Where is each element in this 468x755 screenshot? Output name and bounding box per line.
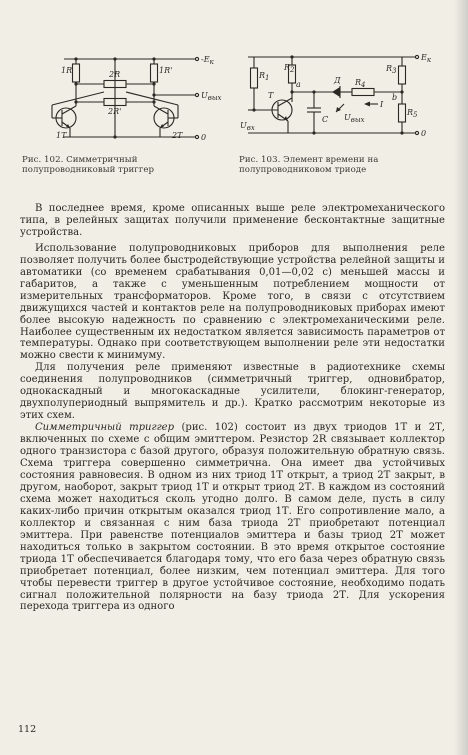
paragraph-4: [20, 422, 445, 613]
label-i: I: [380, 100, 384, 109]
label-2t: 2T: [172, 131, 183, 140]
trigger-circuit-diagram: [26, 40, 226, 148]
label-r1: R1: [259, 71, 270, 82]
label-t: T: [268, 91, 274, 100]
label-ek-103: Eк: [421, 53, 432, 64]
body-text: [20, 203, 445, 613]
label-zero: 0: [201, 133, 207, 142]
label-2r: 2R: [109, 70, 121, 79]
label-b: b: [392, 93, 398, 102]
figure-102: [26, 40, 226, 148]
caption-fig-102: Рис. 102. Симметричный полупроводниковый триггер: [22, 155, 155, 176]
label-2r-prime: 2R': [108, 107, 122, 116]
label-1r-prime: 1R': [159, 66, 173, 75]
label-u-out-103: Uвых: [344, 113, 365, 124]
label-ek: -Eк: [201, 55, 214, 66]
label-a: a: [296, 80, 301, 89]
caption-fig-103: Рис. 103. Элемент времени на полупроводниковом триоде: [239, 155, 379, 176]
term-symmetric-trigger: Симметричный триггер: [35, 422, 175, 434]
label-r3: R3: [386, 64, 397, 75]
label-c: C: [322, 115, 329, 124]
label-r4: R4: [355, 78, 366, 89]
label-d: Д: [334, 76, 341, 85]
label-zero-103: 0: [421, 129, 427, 138]
timer-element-diagram: [238, 40, 448, 148]
page-number: 112: [18, 724, 37, 735]
figure-103: [238, 40, 448, 148]
label-1r: 1R: [61, 66, 73, 75]
label-1t: 1T: [56, 131, 67, 140]
paragraph-3: Для получения реле применяют известные в радиотехнике схемы соединения полупроводников (симметричный триггер, одновибратор, однокаскадный и многокаскадные усилители, блокинг-генератор, двухполупериодный выпрямитель и др.). Кратко рассмотрим некоторые из этих схем.: [20, 362, 445, 422]
paragraph-2: Использование полупроводниковых приборов для выполнения реле позволяет получить более быстродействующие устройства релейной защиты и автоматики (со временем срабатывания 0,01—0,02 с) меньшей массы и габаритов, а также с уменьшенным потреблением мощности от измерительных трансформаторов. Кроме того, в связи с отсутствием движущихся частей и контактов реле на полупроводниковых приборах имеют более высокую надежность по сравнению с электромеханическими реле. Наиболее существенным их недостатком является зависимость параметров от температуры. Однако при соответствующем выполнении реле эти недостатки можно свести к минимуму.: [20, 242, 445, 362]
label-u-out: Uвых: [201, 91, 222, 102]
label-r2: R2: [284, 63, 295, 74]
label-r5: R5: [407, 108, 418, 119]
paragraph-4-body: (рис. 102) состоит из двух триодов 1Т и 2Т, включенных по схеме с общим эмиттером. Резистор 2R связывает коллектор одного транзистора с базой другого, образуя положительную обратную связь. Схема триггера совершенно симметрична. Она имеет два устойчивых состояния равновесия. В одном из них триод 1Т открыт, а триод 2Т закрыт, в другом, наоборот, закрыт триод 1Т и открыт триод 2Т. В каждом из состояний схема может находиться сколь угодно долго. В самом деле, пусть в силу каких-либо причин открытым оказался триод 1Т. Его сопротивление мало, а коллектор и связанная с ним база триода 2Т приобретают потенциал эмиттера. При равенстве потенциалов эмиттера и базы триод 2Т может находиться только в закрытом состоянии. В это время открытое состояние триода 1Т обеспечивается благодаря тому, что его база через обратную связь приобретает потенциал, более низким, чем потенциал эмиттера. Для того чтобы перевести триггер в другое устойчивое состояние, необходимо подать сигнал положительной полярности на базу триода 2Т. Для ускорения перехода триггера из одного: [20, 422, 446, 613]
page-edge-shadow: [454, 0, 468, 755]
paragraph-1: В последнее время, кроме описанных выше реле электромеханического типа, в релейных защитах получили применение бесконтактные защитные устройства.: [20, 203, 445, 238]
label-u-in: Uвх: [240, 121, 255, 132]
